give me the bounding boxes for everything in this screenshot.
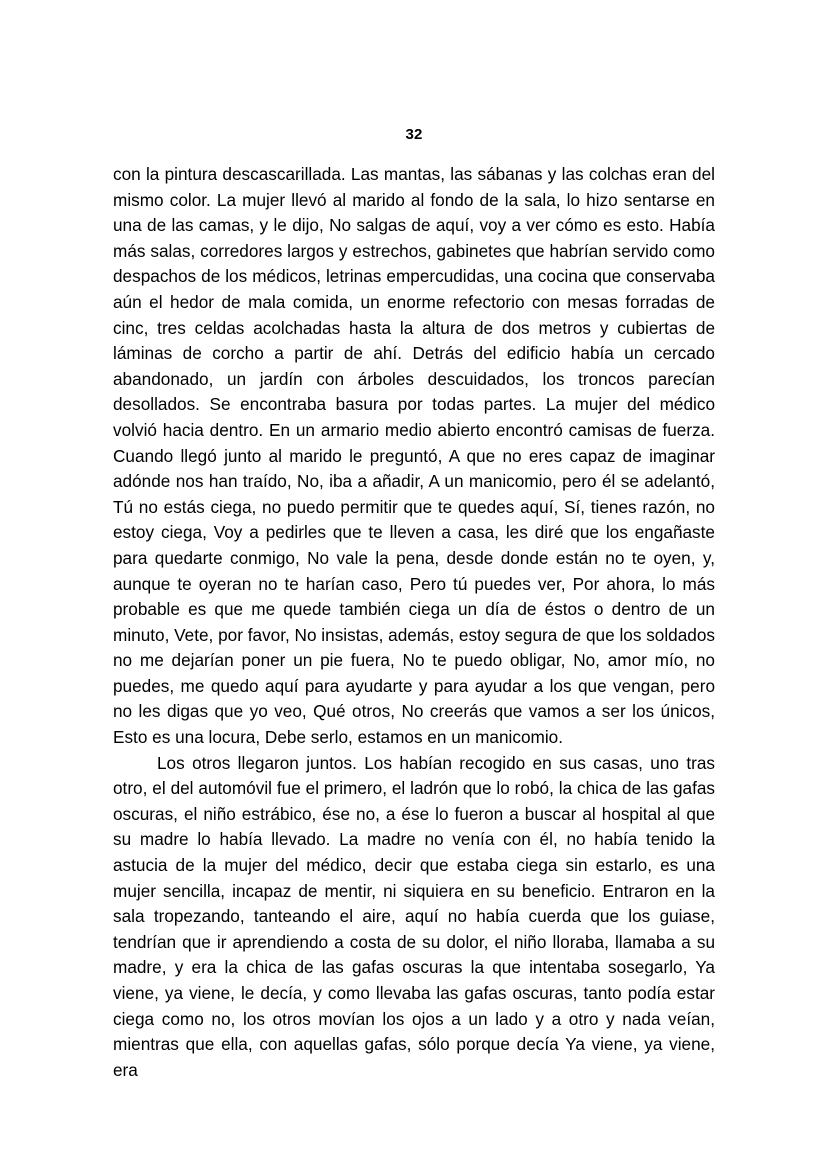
paragraph: Los otros llegaron juntos. Los habían recogido en sus casas, uno tras otro, el del automóvil fue el primero, el ladrón que lo robó, la chica de las gafas oscuras, el niño estrábico, ése no, a ése lo fueron a buscar al hospital al que su madre lo había llevado. La madre no venía con él, no había tenido la astucia de la mujer del médico, decir que estaba ciega sin estarlo, es una mujer sencilla, incapaz de mentir, ni siquiera en su beneficio. Entraron en la sala tropezando, tanteando el aire, aquí no había cuerda que los guiase, tendrían que ir aprendiendo a costa de su dolor, el niño lloraba, llamaba a su madre, y era la chica de las gafas oscuras la que intentaba sosegarlo, Ya viene, ya viene, le decía, y como llevaba las gafas oscuras, tanto podía estar ciega como no, los otros movían los ojos a un lado y a otro y nada veían, mientras que ella, con aquellas gafas, sólo porque decía Ya viene, ya viene, era xyxy=(113,752,715,1080)
page-text-body xyxy=(113,162,715,1083)
page-number: 32 xyxy=(405,126,423,143)
paragraph: con la pintura descascarillada. Las mantas, las sábanas y las colchas eran del mismo color. La mujer llevó al marido al fondo de la sala, lo hizo sentarse en una de las camas, y le dijo, No salgas de aquí, voy a ver cómo es esto. Había más salas, corredores largos y estrechos, gabinetes que habrían servido como despachos de los médicos, letrinas empercudidas, una cocina que conservaba aún el hedor de mala comida, un enorme refectorio con mesas forradas de cinc, tres celdas acolchadas hasta la altura de dos metros y cubiertas de láminas de corcho a partir de ahí. Detrás del edificio había un cercado abandonado, un jardín con árboles descuidados, los troncos parecían desollados. Se encontraba basura por todas partes. La mujer del médico volvió hacia dentro. En un armario medio abierto encontró camisas de fuerza. Cuando llegó junto al marido le preguntó, A que no eres capaz de imaginar adónde nos han traído, No, iba a añadir, A un manicomio, pero él se adelantó, Tú no estás ciega, no puedo permitir que te quedes aquí, Sí, tienes razón, no estoy ciega, Voy a pedirles que te lleven a casa, les diré que los engañaste para quedarte conmigo, No vale la pena, desde donde están no te oyen, y, aunque te oyeran no te harían caso, Pero tú puedes ver, Por ahora, lo más probable es que me quede también ciega un día de éstos o dentro de un minuto, Vete, por favor, No insistas, además, estoy segura de que los soldados no me dejarían poner un pie fuera, No te puedo obligar, No, amor mío, no puedes, me quedo aquí para ayudarte y para ayudar a los que vengan, pero no les digas que yo veo, Qué otros, No creerás que vamos a ser los únicos, Esto es una locura, Debe serlo, estamos en un manicomio. xyxy=(113,164,715,748)
